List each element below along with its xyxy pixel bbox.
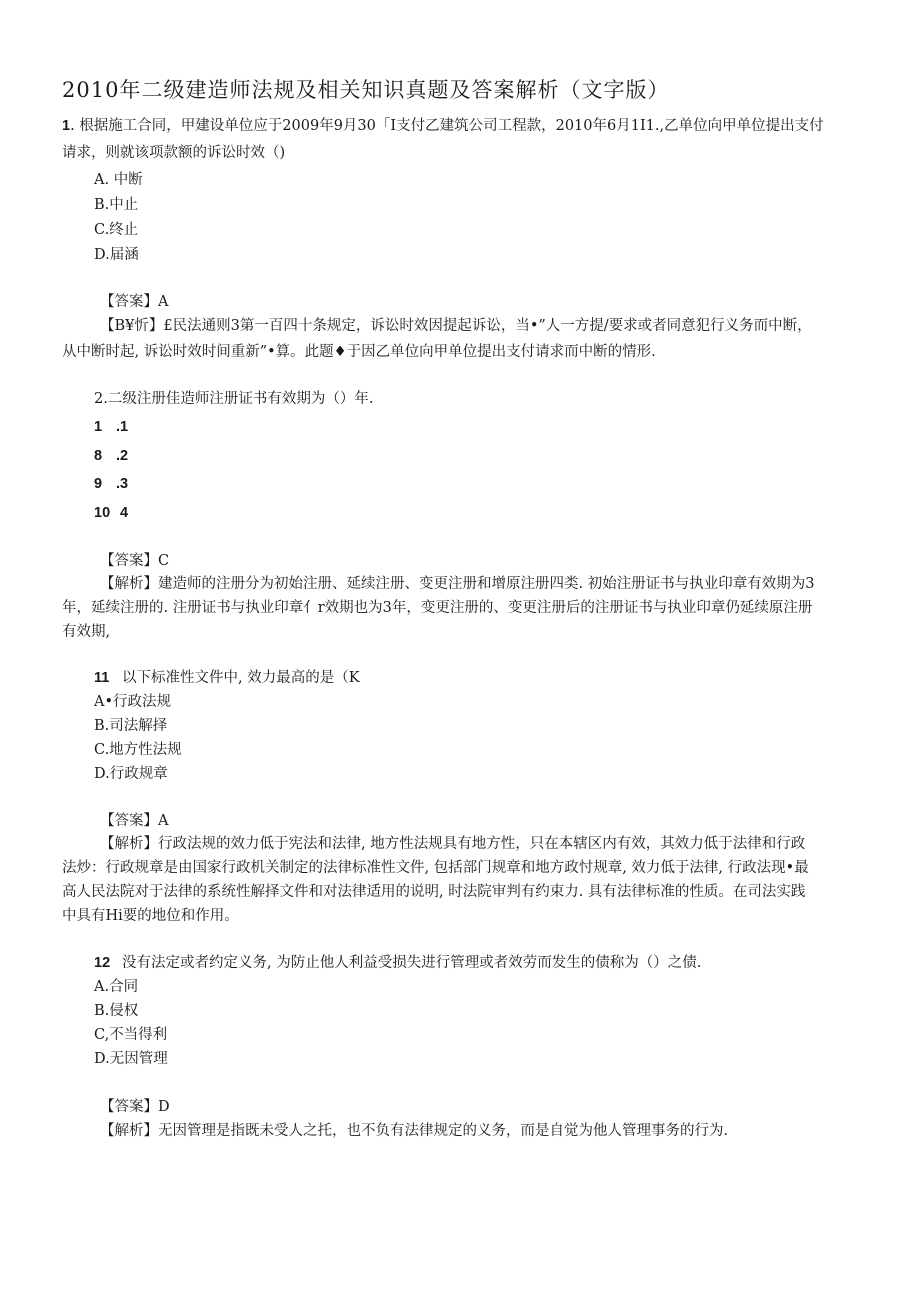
option-left: 8 <box>94 448 103 464</box>
question-2-option-row-1 <box>94 417 128 437</box>
question-11-analysis-line-1: 【解析】行政法规的效力低于宪法和法律, 地方性法规具有地方性，只在本辖区内有效，其效力低于法律和行政 <box>100 836 806 852</box>
question-11-analysis-line-2: 法炒：行政规章是由国家行政机关制定的法律标准性文件, 包括部门规章和地方政忖规章, 效力低于法律, 行政法现•最 <box>62 860 809 876</box>
question-2-analysis-line-2: 年，延续注册的. 注册证书与执业印章亻r效期也为3年，变更注册的、变更注册后的注册证书与执业印章仍延续原注册 <box>62 600 813 616</box>
question-2-option-row-4 <box>94 503 128 523</box>
question-12-option-a: A.合同 <box>94 979 139 995</box>
question-2-analysis-line-1: 【解析】建造师的注册分为初始注册、延续注册、变更注册和增原注册四类. 初始注册证书与执业印章有效期为3 <box>100 576 815 592</box>
option-right: 4 <box>120 505 129 521</box>
question-11-number: 11 <box>94 670 110 686</box>
option-right: .3 <box>116 476 129 492</box>
question-11-answer: 【答案】A <box>100 813 169 829</box>
question-11-option-b: B.司法解择 <box>94 718 168 734</box>
question-11-option-c: C.地方性法规 <box>94 742 182 758</box>
question-1-line-2: 请求，则就该项款额的诉讼时效（) <box>62 145 286 161</box>
question-2-option-row-3 <box>94 474 128 494</box>
question-2-answer: 【答案】C <box>100 553 170 569</box>
question-11-text: 以下标准性文件中, 效力最高的是（K <box>122 670 360 686</box>
question-11-analysis-line-4: 中具有Hi要的地位和作用。 <box>62 908 239 924</box>
question-1-text: . 根据施工合同，甲建设单位应于2009年9月30「I支付乙建筑公司工程款，2010年6月1I1.,乙单位向甲单位提出支付 <box>70 118 824 134</box>
question-1-line-1 <box>62 116 824 136</box>
question-11-analysis-line-3: 高人民法院对于法律的系统性解择文件和对法律适用的说明, 时法院审判有约束力. 具有法律标准的性质。在司法实践 <box>62 884 806 900</box>
question-1-number: 1 <box>62 118 71 134</box>
question-11-option-d: D.行政规章 <box>94 766 168 782</box>
question-1-option-d: D.届涵 <box>94 247 139 263</box>
question-12-number: 12 <box>94 955 111 971</box>
question-1-option-b: B.中止 <box>94 197 139 213</box>
question-12-line <box>94 953 701 973</box>
option-left: 9 <box>94 476 103 492</box>
question-2-option-row-2 <box>94 446 128 466</box>
question-12-analysis-line-1: 【解析】无因管理是指既未受人之托，也不负有法律规定的义务，而是自觉为他人管理事务的行为. <box>100 1123 729 1139</box>
question-1-analysis-line-1: 【B¥忻】£民法通则3第一百四十条规定，诉讼时效因提起诉讼，当•”人一方提/要求或者同意犯行义务而中断， <box>100 318 812 334</box>
question-12-option-b: B.侵权 <box>94 1003 139 1019</box>
question-11-option-a: A•行政法规 <box>94 694 172 710</box>
question-12-option-c: C,不当得利 <box>94 1027 168 1043</box>
question-1-option-a: A. 中断 <box>94 172 143 188</box>
option-left: 10 <box>94 505 111 521</box>
question-12-answer: 【答案】D <box>100 1099 170 1115</box>
option-right: .1 <box>116 419 129 435</box>
page-title: 2010年二级建造师法规及相关知识真题及答案解析（文字版） <box>62 78 670 102</box>
question-1-analysis-line-2: 从中断时起, 诉讼时效时间重新”•算。此题♦于因乙单位向甲单位提出支付请求而中断的情形. <box>62 344 656 360</box>
question-1-option-c: C.终止 <box>94 222 139 238</box>
question-12-text: 没有法定或者约定义务, 为防止他人利益受损失进行管理或者效劳而发生的债称为（）之债. <box>122 955 702 971</box>
question-12-option-d: D.无因管理 <box>94 1051 168 1067</box>
question-11-line <box>94 668 360 688</box>
question-2-text: 2.二级注册佳造师注册证书有效期为（）年. <box>94 391 374 407</box>
question-2-analysis-line-3: 有效期, <box>62 624 111 640</box>
option-left: 1 <box>94 419 103 435</box>
option-right: .2 <box>116 448 129 464</box>
question-1-answer: 【答案】A <box>100 294 169 310</box>
